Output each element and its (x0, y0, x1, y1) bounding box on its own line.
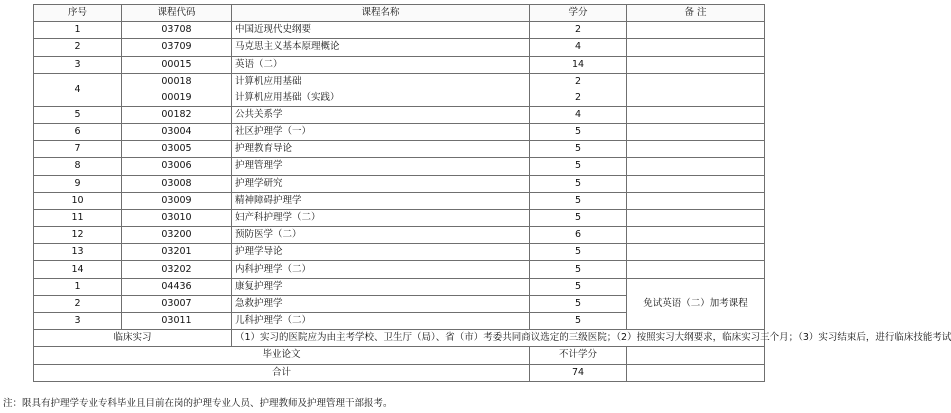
internship-label: 临床实习 (34, 330, 232, 347)
course-code: 00182 (122, 106, 232, 123)
row-no: 14 (34, 261, 122, 278)
course-name: 急救护理学 (232, 295, 530, 312)
total-label: 合计 (34, 364, 530, 381)
course-code: 03009 (122, 192, 232, 209)
course-name-pair (232, 73, 530, 106)
row-no: 2 (34, 295, 122, 312)
course-code: 00015 (122, 56, 232, 73)
total-remark (627, 364, 765, 381)
table-row (34, 175, 765, 192)
course-credits: 5 (530, 175, 627, 192)
header-row (34, 5, 765, 22)
table-row (34, 192, 765, 209)
row-no: 8 (34, 158, 122, 175)
row-no: 13 (34, 244, 122, 261)
course-remark (627, 56, 765, 73)
course-name: 计算机应用基础（实践） (235, 91, 340, 103)
course-credits: 5 (530, 209, 627, 226)
row-no: 12 (34, 227, 122, 244)
course-code: 03008 (122, 175, 232, 192)
course-code-pair (122, 73, 232, 106)
course-credits: 5 (530, 158, 627, 175)
elective-remark: 免试英语（二）加考课程 (627, 278, 765, 330)
course-name: 儿科护理学（二） (232, 313, 530, 330)
course-remark (627, 209, 765, 226)
course-code: 03708 (122, 22, 232, 39)
header-credits: 学分 (530, 5, 627, 22)
row-no: 1 (34, 278, 122, 295)
course-credits: 5 (530, 244, 627, 261)
course-name: 康复护理学 (232, 278, 530, 295)
course-remark (627, 123, 765, 140)
row-no: 4 (34, 73, 122, 106)
table-row (34, 22, 765, 39)
table-row (34, 106, 765, 123)
table-row (34, 73, 765, 106)
course-credits: 4 (530, 106, 627, 123)
course-code: 03007 (122, 295, 232, 312)
course-credits: 2 (574, 91, 582, 103)
row-no: 9 (34, 175, 122, 192)
row-no: 5 (34, 106, 122, 123)
course-name: 中国近现代史纲要 (232, 22, 530, 39)
course-credits: 5 (530, 192, 627, 209)
row-no: 10 (34, 192, 122, 209)
header-remarks: 备 注 (627, 5, 765, 22)
total-row (34, 364, 765, 381)
course-credits: 4 (530, 39, 627, 56)
row-no: 7 (34, 141, 122, 158)
row-no: 11 (34, 209, 122, 226)
course-remark (627, 73, 765, 106)
row-no: 1 (34, 22, 122, 39)
thesis-row (34, 347, 765, 364)
course-remark (627, 141, 765, 158)
course-code: 03709 (122, 39, 232, 56)
row-no: 3 (34, 313, 122, 330)
course-remark (627, 39, 765, 56)
header-no: 序号 (34, 5, 122, 22)
course-remark (627, 106, 765, 123)
thesis-remark (627, 347, 765, 364)
course-remark (627, 192, 765, 209)
course-name: 内科护理学（二） (232, 261, 530, 278)
header-code: 课程代码 (122, 5, 232, 22)
course-credits: 5 (530, 261, 627, 278)
table-row (34, 39, 765, 56)
course-name: 英语（二） (232, 56, 530, 73)
table-row (34, 123, 765, 140)
course-code: 03010 (122, 209, 232, 226)
elective-row (34, 278, 765, 295)
course-credits: 5 (530, 313, 627, 330)
thesis-credits: 不计学分 (530, 347, 627, 364)
course-credits: 2 (530, 22, 627, 39)
course-name: 社区护理学（一） (232, 123, 530, 140)
course-code: 03005 (122, 141, 232, 158)
table-row (34, 141, 765, 158)
course-credits: 5 (530, 278, 627, 295)
header-name: 课程名称 (232, 5, 530, 22)
course-code: 04436 (122, 278, 232, 295)
course-name: 护理学研究 (232, 175, 530, 192)
course-code: 00018 (161, 75, 192, 87)
course-code: 03006 (122, 158, 232, 175)
curriculum-table (33, 4, 951, 382)
table-row (34, 261, 765, 278)
thesis-label: 毕业论文 (34, 347, 530, 364)
table-row (34, 56, 765, 73)
course-credits: 6 (530, 227, 627, 244)
course-code: 03004 (122, 123, 232, 140)
course-name: 护理管理学 (232, 158, 530, 175)
course-code: 03202 (122, 261, 232, 278)
course-credits: 5 (530, 141, 627, 158)
table-row (34, 209, 765, 226)
course-credits: 2 (574, 75, 582, 87)
total-credits: 74 (530, 364, 627, 381)
course-remark (627, 175, 765, 192)
course-credits: 5 (530, 295, 627, 312)
footnote: 注：限具有护理学专业专科毕业且目前在岗的护理专业人员、护理教师及护理管理干部报考。 (3, 398, 393, 409)
course-name: 妇产科护理学（二） (232, 209, 530, 226)
course-remark (627, 22, 765, 39)
course-code: 03200 (122, 227, 232, 244)
course-remark (627, 261, 765, 278)
table-row (34, 227, 765, 244)
course-credits: 5 (530, 123, 627, 140)
course-code: 03011 (122, 313, 232, 330)
course-name: 预防医学（二） (232, 227, 530, 244)
internship-description: （1）实习的医院应为由主考学校、卫生厅（局）、省（市）考委共同商议选定的三级医院；（2）按照实习大纲要求，临床实习三个月；（3）实习结束后，进行临床技能考试 (232, 330, 765, 347)
row-no: 3 (34, 56, 122, 73)
course-name: 护理学导论 (232, 244, 530, 261)
course-remark (627, 158, 765, 175)
row-no: 6 (34, 123, 122, 140)
course-code: 03201 (122, 244, 232, 261)
course-name: 马克思主义基本原理概论 (232, 39, 530, 56)
internship-row (34, 330, 765, 347)
course-credits: 14 (530, 56, 627, 73)
table-row (34, 244, 765, 261)
course-name: 计算机应用基础 (235, 75, 302, 87)
table-row (34, 158, 765, 175)
course-credits-pair (530, 73, 627, 106)
course-name: 精神障碍护理学 (232, 192, 530, 209)
course-code: 00019 (161, 91, 192, 103)
course-name: 公共关系学 (232, 106, 530, 123)
row-no: 2 (34, 39, 122, 56)
course-name: 护理教育导论 (232, 141, 530, 158)
course-remark (627, 227, 765, 244)
course-remark (627, 244, 765, 261)
